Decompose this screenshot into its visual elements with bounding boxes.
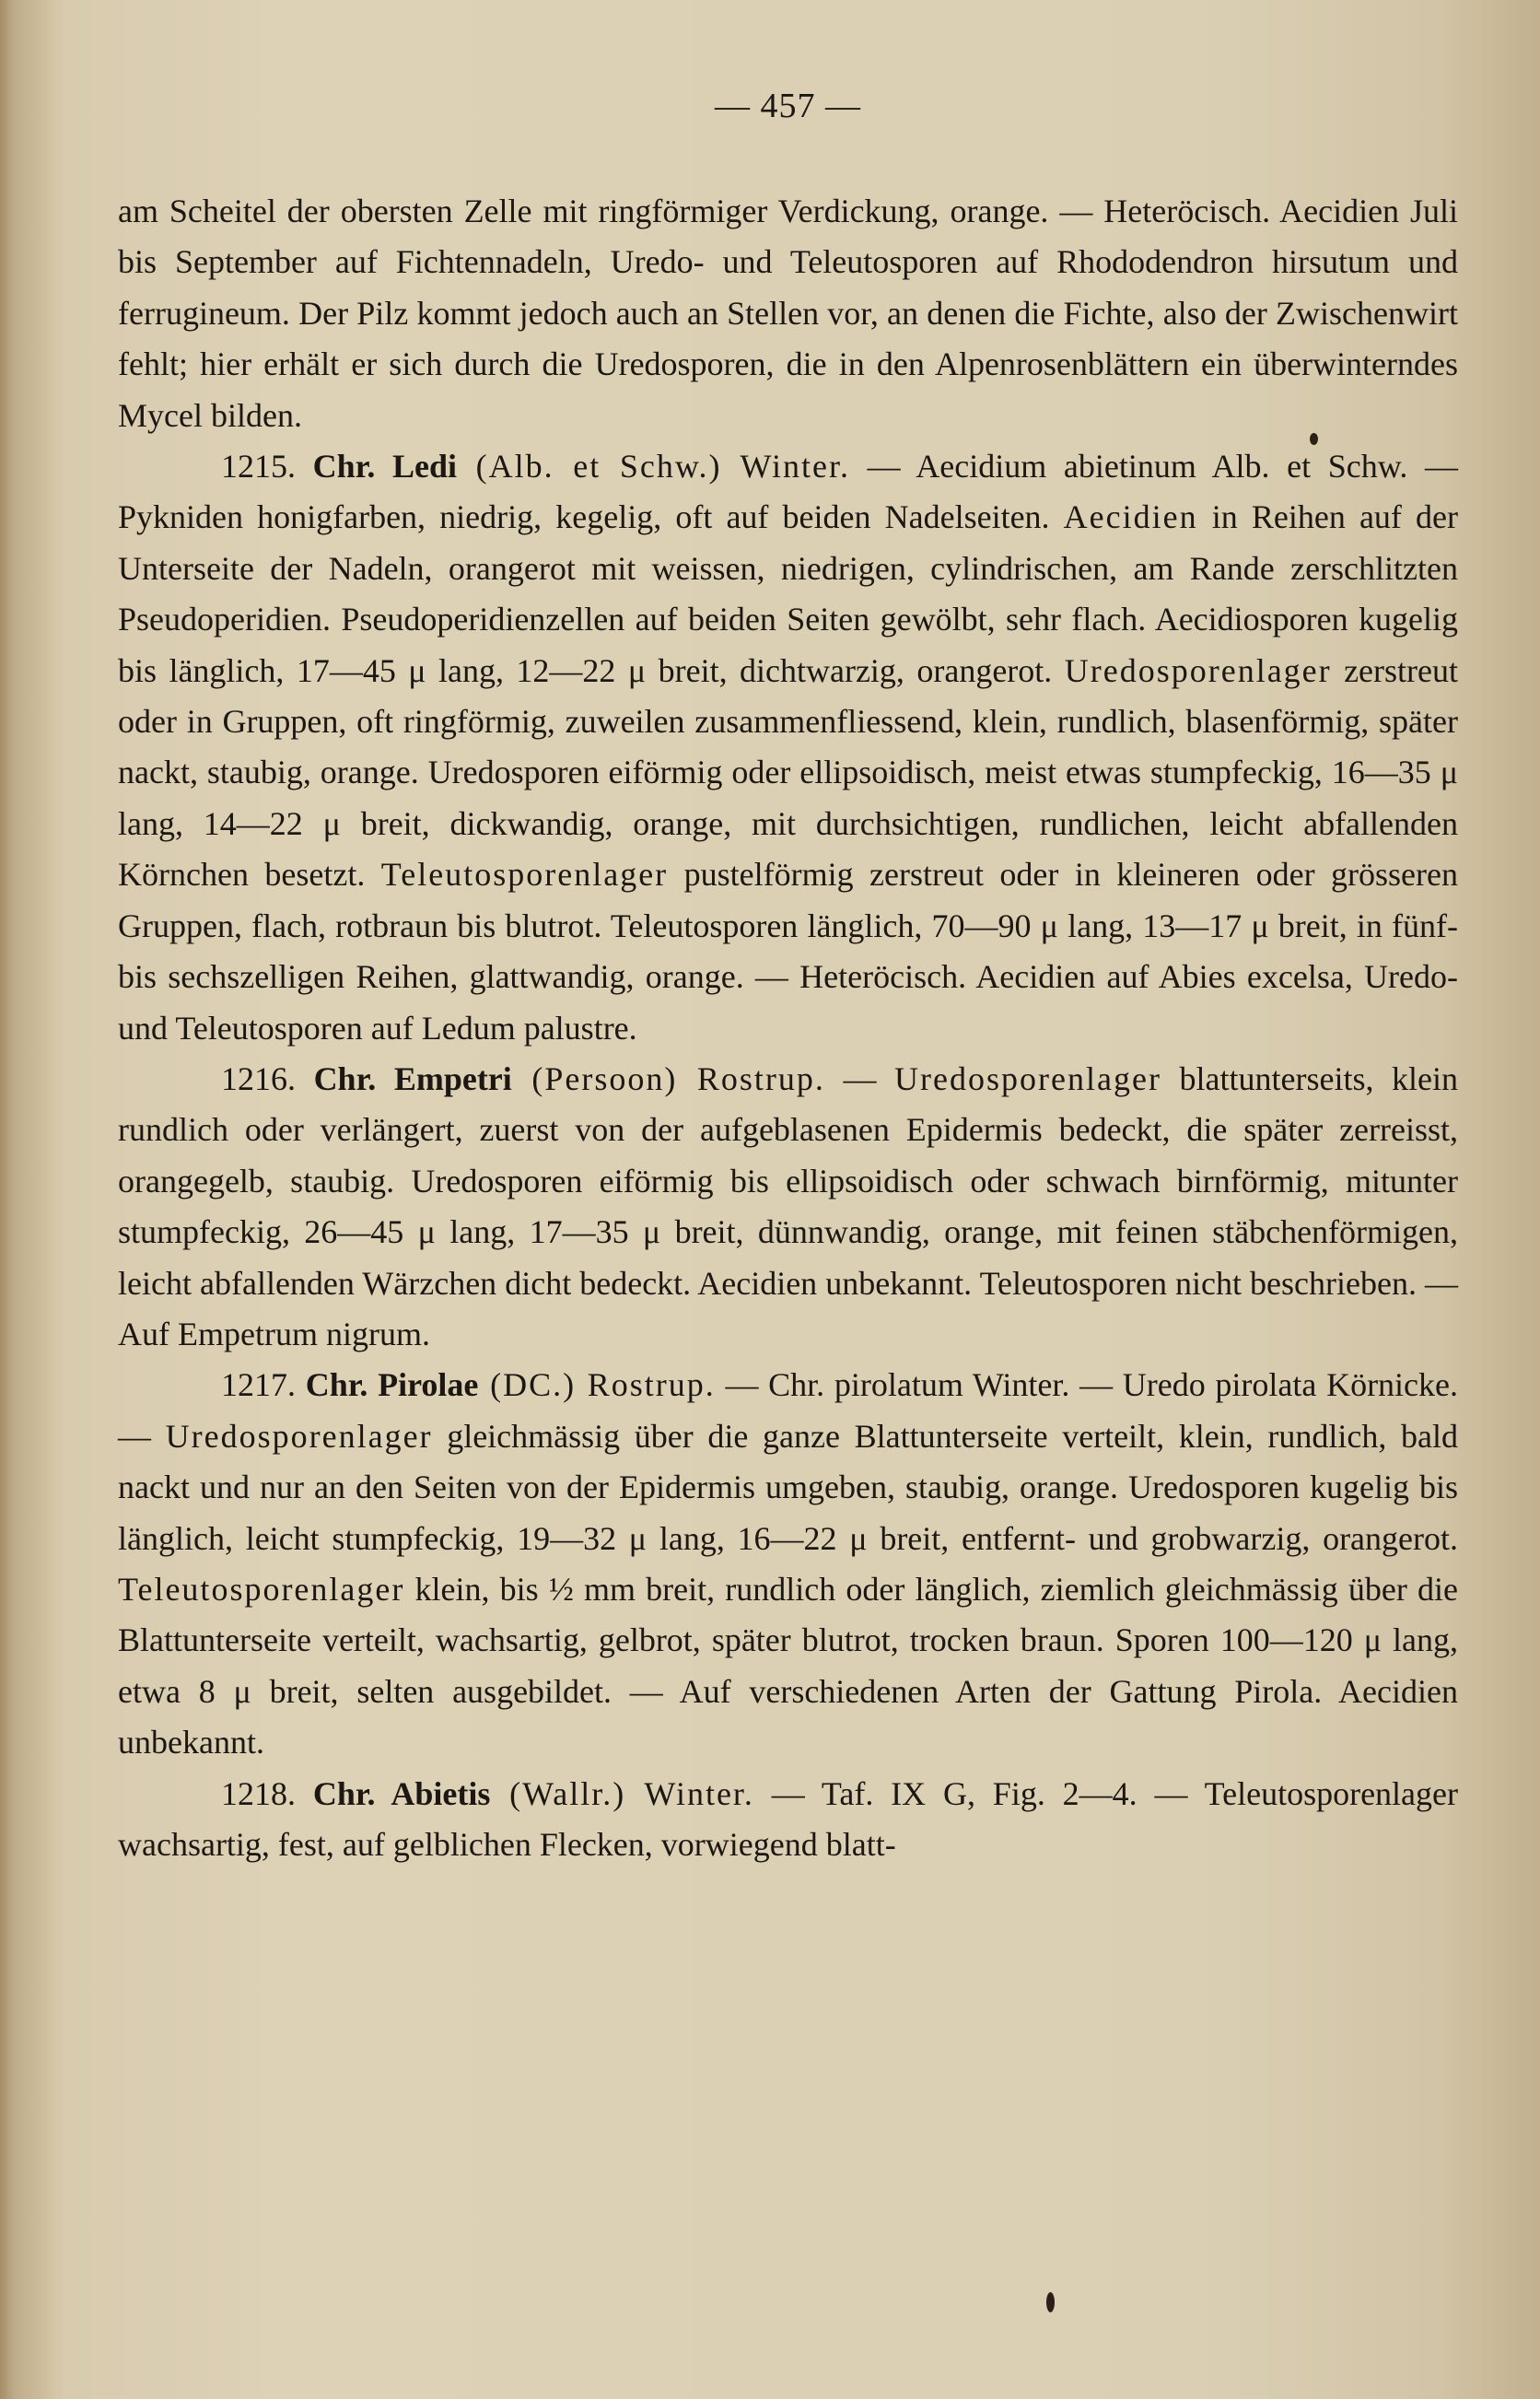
text-run: in Reihen auf der Unterseite der Nadeln, orangerot mit weissen, niedrigen, cylindrischen, am Rande zerschlitzten Pseudoperidien. Pseudoperidienzellen auf beiden Seiten gewölbt, sehr flach. Aecidiosporen kugelig bis länglich, 17—45 μ lang, 12—22 μ breit, dichtwarzig, orangerot.	[118, 498, 1458, 689]
species-name: Chr. Empetri	[313, 1059, 512, 1097]
spaced-term: Aecidien	[1063, 498, 1198, 536]
spaced-term: Uredosporenlager	[1064, 651, 1332, 689]
species-entry	[118, 1054, 1458, 1360]
text-run: —	[824, 1059, 895, 1097]
body-text	[118, 186, 1458, 1870]
continuation-paragraph	[118, 186, 1458, 441]
page-number: — 457 —	[715, 87, 861, 125]
species-entry	[118, 1360, 1458, 1768]
text-run: 1218.	[221, 1774, 313, 1812]
text-run: 1215.	[221, 448, 313, 486]
text-run: — Chr. pirolatum Winter. — Uredo pirolata Körnicke. —	[118, 1366, 1459, 1455]
spaced-term: Teleutosporenlager	[118, 1570, 405, 1608]
text-run: — Aecidium abietinum Alb. et Schw. — Pykniden honigfarben, niedrig, kegelig, oft auf beiden Nadelseiten.	[118, 448, 1459, 536]
text-run: 1216.	[221, 1059, 314, 1097]
text-run: blattunterseits, klein rundlich oder verlängert, zuerst von der aufgeblasenen Epidermis bedeckt, die später zerreisst, orangegelb, staubig. Uredosporen eiförmig bis ellipsoidisch oder schwach birnförmig, mitunter stumpfeckig, 26—45 μ lang, 17—35 μ breit, dünnwandig, orange, mit feinen stäbchenförmigen, leicht abfallenden Wärzchen dicht bedeckt. Aecidien unbekannt. Teleutosporen nicht beschrieben. — Auf Empetrum nigrum.	[118, 1059, 1458, 1352]
text-run: — Taf. IX G, Fig. 2—4. — Teleutosporenlager wachsartig, fest, auf gelblichen Flecken, vorwiegend blatt-	[118, 1774, 1459, 1863]
text-run: gleichmässig über die ganze Blattunterseite verteilt, klein, rundlich, bald nackt und nur an den Seiten von der Epidermis umgeben, staubig, orange. Uredosporen kugelig bis länglich, leicht stumpfeckig, 19—32 μ lang, 16—22 μ breit, entfernt- und grobwarzig, orangerot.	[118, 1417, 1459, 1557]
spaced-term: Teleutosporenlager	[380, 856, 669, 894]
spaced-term: (Wallr.) Winter.	[490, 1774, 754, 1812]
ink-speck	[1046, 2292, 1055, 2312]
spaced-term: (DC.) Rostrup.	[478, 1366, 716, 1404]
text-run: zerstreut oder in Gruppen, oft ringförmig, zuweilen zusammenfliessend, klein, rundlich, blasenförmig, später nackt, staubig, orange. Uredosporen eiförmig oder ellipsoidisch, meist etwas stumpfeckig, 16—35 μ lang, 14—22 μ breit, dickwandig, orange, mit durchsichtigen, rundlichen, leicht abfallenden Körnchen besetzt.	[118, 651, 1459, 894]
species-name: Chr. Abietis	[312, 1774, 491, 1812]
spaced-term: Uredosporenlager	[165, 1417, 433, 1455]
text-run: am Scheitel der obersten Zelle mit ringförmiger Verdickung, orange. — Heteröcisch. Aecidien Juli bis September auf Fichtennadeln, Uredo- und Teleutosporen auf Rhododendron hirsutum und ferrugineum. Der Pilz kommt jedoch auch an Stellen vor, an denen die Fichte, also der Zwischenwirt fehlt; hier erhält er sich durch die Uredosporen, die in den Alpenrosenblättern ein überwinterndes Mycel bilden.	[118, 193, 1458, 434]
text-run: pustelförmig zerstreut oder in kleineren oder grösseren Gruppen, flach, rotbraun bis blutrot. Teleutosporen länglich, 70—90 μ lang, 13—17 μ breit, in fünf- bis sechszelligen Reihen, glattwandig, orange. — Heteröcisch. Aecidien auf Abies excelsa, Uredo- und Teleutosporen auf Ledum palustre.	[118, 856, 1458, 1047]
ink-speck	[1310, 433, 1318, 445]
text-run: klein, bis ½ mm breit, rundlich oder länglich, ziemlich gleichmässig über die Blattunterseite verteilt, wachsartig, gelbrot, später blutrot, trocken braun. Sporen 100—120 μ lang, etwa 8 μ breit, selten ausgebildet. — Auf verschiedenen Arten der Gattung Pirola. Aecidien unbekannt.	[118, 1570, 1458, 1761]
species-entry	[118, 441, 1458, 1054]
species-name: Chr. Pirolae	[305, 1366, 479, 1404]
spaced-term: (Alb. et Schw.)	[456, 448, 741, 486]
spaced-term: Uredosporenlager	[894, 1059, 1161, 1097]
spaced-term: Winter.	[740, 448, 851, 486]
spaced-term: (Persoon) Rostrup.	[511, 1059, 825, 1097]
species-entry	[118, 1769, 1458, 1871]
page-content	[118, 74, 1458, 1870]
text-run: 1217.	[221, 1366, 306, 1404]
species-name: Chr. Ledi	[312, 448, 457, 486]
